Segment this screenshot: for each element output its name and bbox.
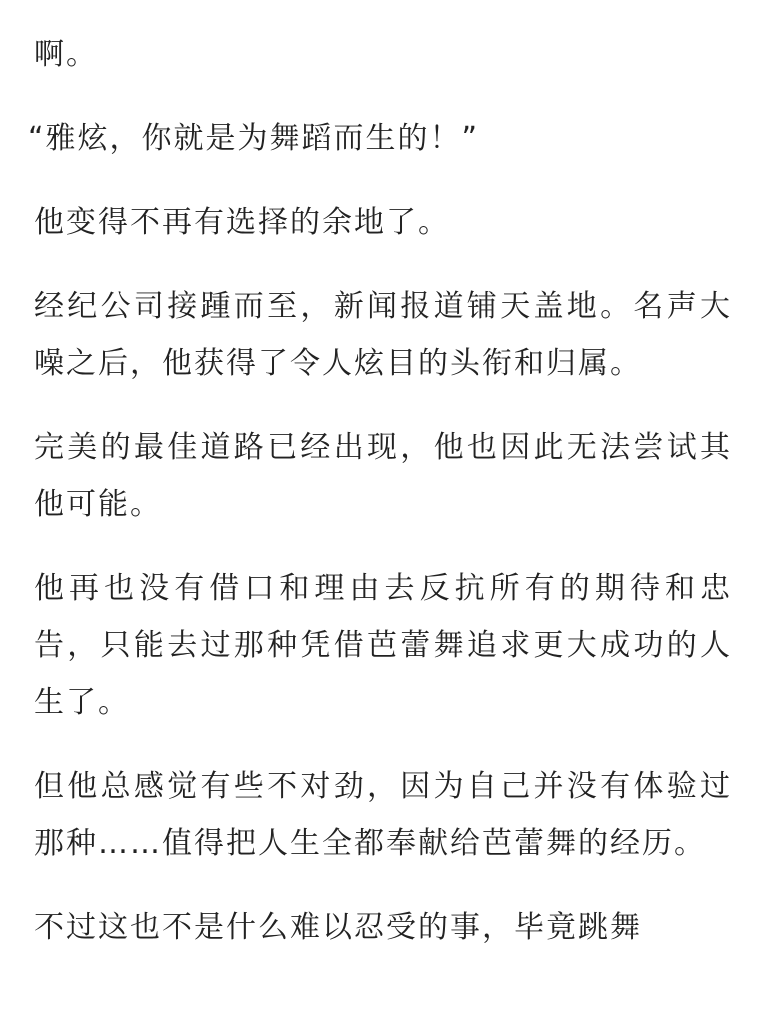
paragraph-quote: “雅炫，你就是为舞蹈而生的！” [28,121,480,156]
article-body [28,26,732,983]
paragraph: 啊。 [34,37,98,72]
paragraph: 但他总感觉有些不对劲，因为自己并没有体验过那种……值得把人生全都奉献给芭蕾舞的经历。 [34,769,732,861]
paragraph-cutoff: 不过这也不是什么难以忍受的事，毕竟跳舞 [34,910,642,945]
paragraph: 他变得不再有选择的余地了。 [34,205,450,240]
paragraph: 经纪公司接踵而至，新闻报道铺天盖地。名声大噪之后，他获得了令人炫目的头衔和归属。 [34,289,732,381]
paragraph: 他再也没有借口和理由去反抗所有的期待和忠告，只能去过那种凭借芭蕾舞追求更大成功的人生了。 [34,571,732,720]
paragraph: 完美的最佳道路已经出现，他也因此无法尝试其他可能。 [34,430,732,522]
